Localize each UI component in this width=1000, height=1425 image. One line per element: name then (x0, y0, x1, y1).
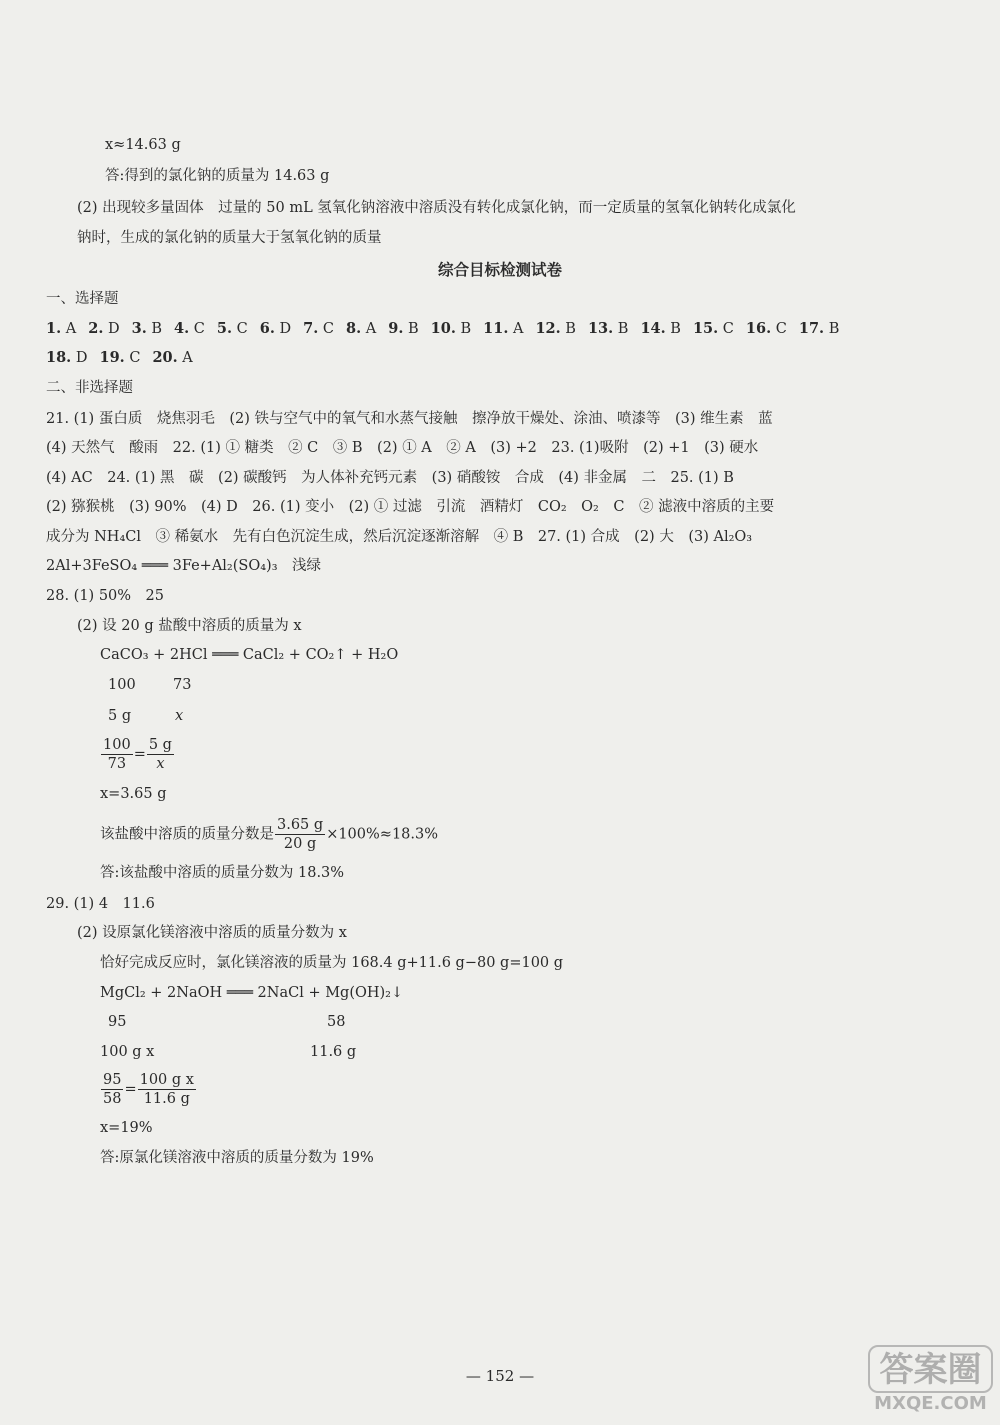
q29-mass-1b: 58 (327, 1014, 346, 1030)
top-line-1: x≈14.63 g (105, 137, 181, 153)
answer-letter: B (560, 321, 576, 337)
q28-proportion: $\frac{100}{73}$ = $\frac{5 g}{x}$ (103, 737, 172, 772)
q28-mass-2b: x (175, 708, 184, 724)
q28-mass-1b: 73 (173, 677, 192, 693)
question-number: 11. (483, 320, 509, 337)
answer-letter: B (613, 321, 629, 337)
choice-answer (431, 321, 472, 337)
choice-answer (46, 350, 87, 366)
question-number: 12. (535, 320, 561, 337)
question-number: 8. (346, 320, 362, 337)
choice-answer (46, 321, 76, 337)
choice-answer (260, 321, 291, 337)
watermark-logo: 答案圈 (868, 1345, 993, 1393)
nonchoice-line-3: (4) AC 24. (1) 黑 碳 (2) 碳酸钙 为人体补充钙元素 (3) 硝酸铵 合成 (4) 非金属 二 25. (1) B (46, 470, 734, 486)
watermark-url: MXQE.COM (874, 1393, 987, 1414)
q28-answer: 答:该盐酸中溶质的质量分数为 18.3% (100, 865, 345, 881)
choice-answer (388, 321, 418, 337)
answer-letter: C (718, 321, 734, 337)
q28-result: x=3.65 g (100, 786, 167, 802)
nonchoice-line-4: (2) 猕猴桃 (3) 90% (4) D 26. (1) 变小 (2) ① 过滤 引流 酒精灯 CO₂ O₂ C ② 滤液中溶质的主要 (46, 499, 775, 515)
q29-mass-2a: 100 g x (100, 1044, 155, 1060)
choice-answer (132, 321, 162, 337)
nonchoice-line-1: 21. (1) 蛋白质 烧焦羽毛 (2) 铁与空气中的氧气和水蒸气接触 擦净放干燥处、涂油、喷漆等 (3) 维生素 蓝 (46, 411, 773, 427)
choice-answers-row-1 (46, 319, 851, 339)
answer-letter: B (455, 321, 472, 337)
choice-answer (799, 321, 840, 337)
watermark (868, 1345, 993, 1415)
question-number: 9. (388, 320, 404, 337)
answer-letter: B (824, 321, 840, 337)
choice-answer (346, 321, 376, 337)
question-number: 14. (640, 320, 666, 337)
answer-letter: B (403, 321, 419, 337)
choice-answer (640, 321, 681, 337)
answer-letter: C (771, 321, 787, 337)
section-1-heading: 一、选择题 (46, 291, 119, 307)
question-number: 1. (46, 320, 62, 337)
answer-letter: C (189, 321, 205, 337)
q29-mass-1a: 95 (108, 1014, 127, 1030)
answer-letter: A (361, 321, 377, 337)
choice-answer (588, 321, 629, 337)
q29-fraction-2: $\frac{\text{100 g x}}{11.6 g}$ (139, 1072, 194, 1107)
question-number: 19. (99, 349, 125, 366)
choice-answer (217, 321, 248, 337)
q28-mass-1a: 100 (108, 677, 136, 693)
question-number: 18. (46, 349, 72, 366)
question-number: 2. (88, 320, 104, 337)
choice-answer (746, 321, 787, 337)
question-number: 15. (692, 320, 719, 337)
answer-letter: A (61, 321, 77, 337)
choice-answer (99, 350, 140, 366)
q29-equation: MgCl₂ + 2NaOH ═══ 2NaCl + Mg(OH)₂↓ (100, 985, 404, 1001)
q29-line-2: (2) 设原氯化镁溶液中溶质的质量分数为 x (77, 925, 347, 941)
question-number: 13. (587, 320, 614, 337)
q29-fraction-1: $\frac{95}{58}$ (103, 1072, 122, 1107)
q29-line-1: 29. (1) 4 11.6 (46, 896, 155, 912)
q28-line-1: 28. (1) 50% 25 (46, 588, 164, 604)
nonchoice-line-6: 2Al+3FeSO₄ ═══ 3Fe+Al₂(SO₄)₃ 浅绿 (46, 558, 322, 574)
q28-fraction-2: $\frac{5 g}{x}$ (148, 737, 172, 772)
q29-line-3: 恰好完成反应时，氯化镁溶液的质量为 168.4 g+11.6 g−80 g=100 g (100, 955, 564, 971)
q28-percentage: 该盐酸中溶质的质量分数是 $\frac{3.65 g}{20 g}$ ×100%≈18.3% (100, 817, 439, 852)
q28-mass-2a: 5 g (108, 708, 132, 724)
q28-line-2: (2) 设 20 g 盐酸中溶质的质量为 x (77, 618, 302, 634)
choice-answer (174, 321, 205, 337)
question-number: 5. (216, 320, 233, 337)
choice-answer (535, 321, 576, 337)
nonchoice-line-5: 成分为 NH₄Cl ③ 稀氨水 先有白色沉淀生成，然后沉淀逐渐溶解 ④ B 27. (1) 合成 (2) 大 (3) Al₂O₃ (46, 529, 753, 545)
answer-letter: A (508, 321, 524, 337)
q29-answer: 答:原氯化镁溶液中溶质的质量分数为 19% (100, 1150, 374, 1166)
question-number: 17. (798, 320, 825, 337)
section-title: 综合目标检测试卷 (437, 260, 562, 279)
top-line-2: 答:得到的氯化钠的质量为 14.63 g (105, 168, 330, 184)
answer-letter: D (274, 321, 292, 337)
answer-letter: C (232, 321, 248, 337)
section-2-heading: 二、非选择题 (46, 380, 133, 396)
choice-answer (303, 321, 334, 337)
question-number: 6. (259, 320, 275, 337)
answer-letter: B (665, 321, 681, 337)
choice-answer (152, 350, 192, 366)
nonchoice-line-2: (4) 天然气 酸雨 22. (1) ① 糖类 ② C ③ B (2) ① A ② A (3) +2 23. (1)吸附 (2) +1 (3) 硬水 (46, 440, 759, 456)
choice-answer (483, 321, 523, 337)
choice-answer (88, 321, 119, 337)
question-number: 16. (745, 320, 772, 337)
page-number: — 152 — (465, 1367, 535, 1385)
top-line-4: 钠时，生成的氯化钠的质量大于氢氧化钠的质量 (77, 230, 382, 246)
question-number: 20. (152, 349, 178, 366)
choice-answer (693, 321, 734, 337)
q29-result: x=19% (100, 1120, 153, 1136)
answer-letter: D (71, 350, 88, 366)
question-number: 3. (131, 320, 147, 337)
q29-proportion: $\frac{95}{58}$ = $\frac{\text{100 g x}}{11.6 g}$ (103, 1072, 194, 1107)
answer-letter: B (146, 321, 163, 337)
top-line-3: (2) 出现较多量固体 过量的 50 mL 氢氧化钠溶液中溶质没有转化成氯化钠，而一定质量的氢氧化钠转化成氯化 (77, 200, 796, 216)
q28-percentage-fraction: $\frac{3.65 g}{20 g}$ (277, 817, 324, 852)
answer-letter: C (318, 321, 334, 337)
question-number: 10. (430, 320, 456, 337)
question-number: 4. (174, 320, 190, 337)
answer-letter: C (124, 350, 141, 366)
q29-mass-2b: 11.6 g (310, 1044, 357, 1060)
question-number: 7. (303, 320, 319, 337)
answer-letter: A (177, 350, 193, 366)
q28-equation: CaCO₃ + 2HCl ═══ CaCl₂ + CO₂↑ + H₂O (100, 647, 399, 663)
q28-fraction-1: $\frac{100}{73}$ (103, 737, 131, 772)
answer-letter: D (103, 321, 120, 337)
choice-answers-row-2 (46, 348, 205, 368)
